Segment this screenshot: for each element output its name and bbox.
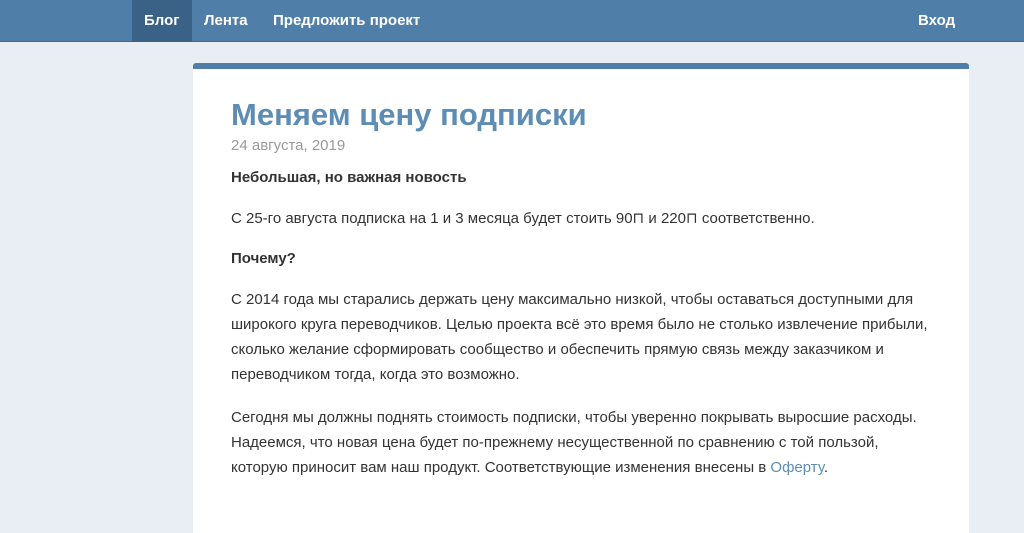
nav-login[interactable]: Вход [918,12,956,29]
nav-blog[interactable]: Блог [132,0,192,42]
post-date: 24 августа, 2019 [231,137,346,154]
post-paragraph-3 [231,405,931,480]
post-content [231,97,931,480]
post-lead: Небольшая, но важная новость [231,169,467,186]
offer-link[interactable]: Оферту [770,459,824,476]
post-why-heading: Почему? [231,250,296,267]
nav-propose-project[interactable]: Предложить проект [273,12,421,29]
post-card [193,63,969,533]
post-paragraph-3-end: . [823,459,828,476]
post-paragraph-1: С 25-го августа подписка на 1 и 3 месяца будет стоить 90⊓ и 220⊓ соответственно. [231,210,815,227]
post-title[interactable]: Меняем цену подписки [231,97,587,132]
post-paragraph-3-text: Сегодня мы должны поднять стоимость подписки, чтобы уверенно покрывать выросшие расходы. Надеемся, что новая цена будет по-прежнему несущественной по сравнению с той пользой, которую приносит вам наш продукт. Соответствующие изменения внесены в [231,409,917,476]
post-paragraph-2: С 2014 года мы старались держать цену максимально низкой, чтобы оставаться доступными для широкого круга переводчиков. Целью проекта всё это время было не столько извлечение прибыли, сколько желание сформировать сообщество и обеспечить прямую связь между заказчиком и переводчиком тогда, когда это возможно. [231,291,928,383]
top-navbar [0,0,1024,42]
nav-feed[interactable]: Лента [204,12,248,29]
